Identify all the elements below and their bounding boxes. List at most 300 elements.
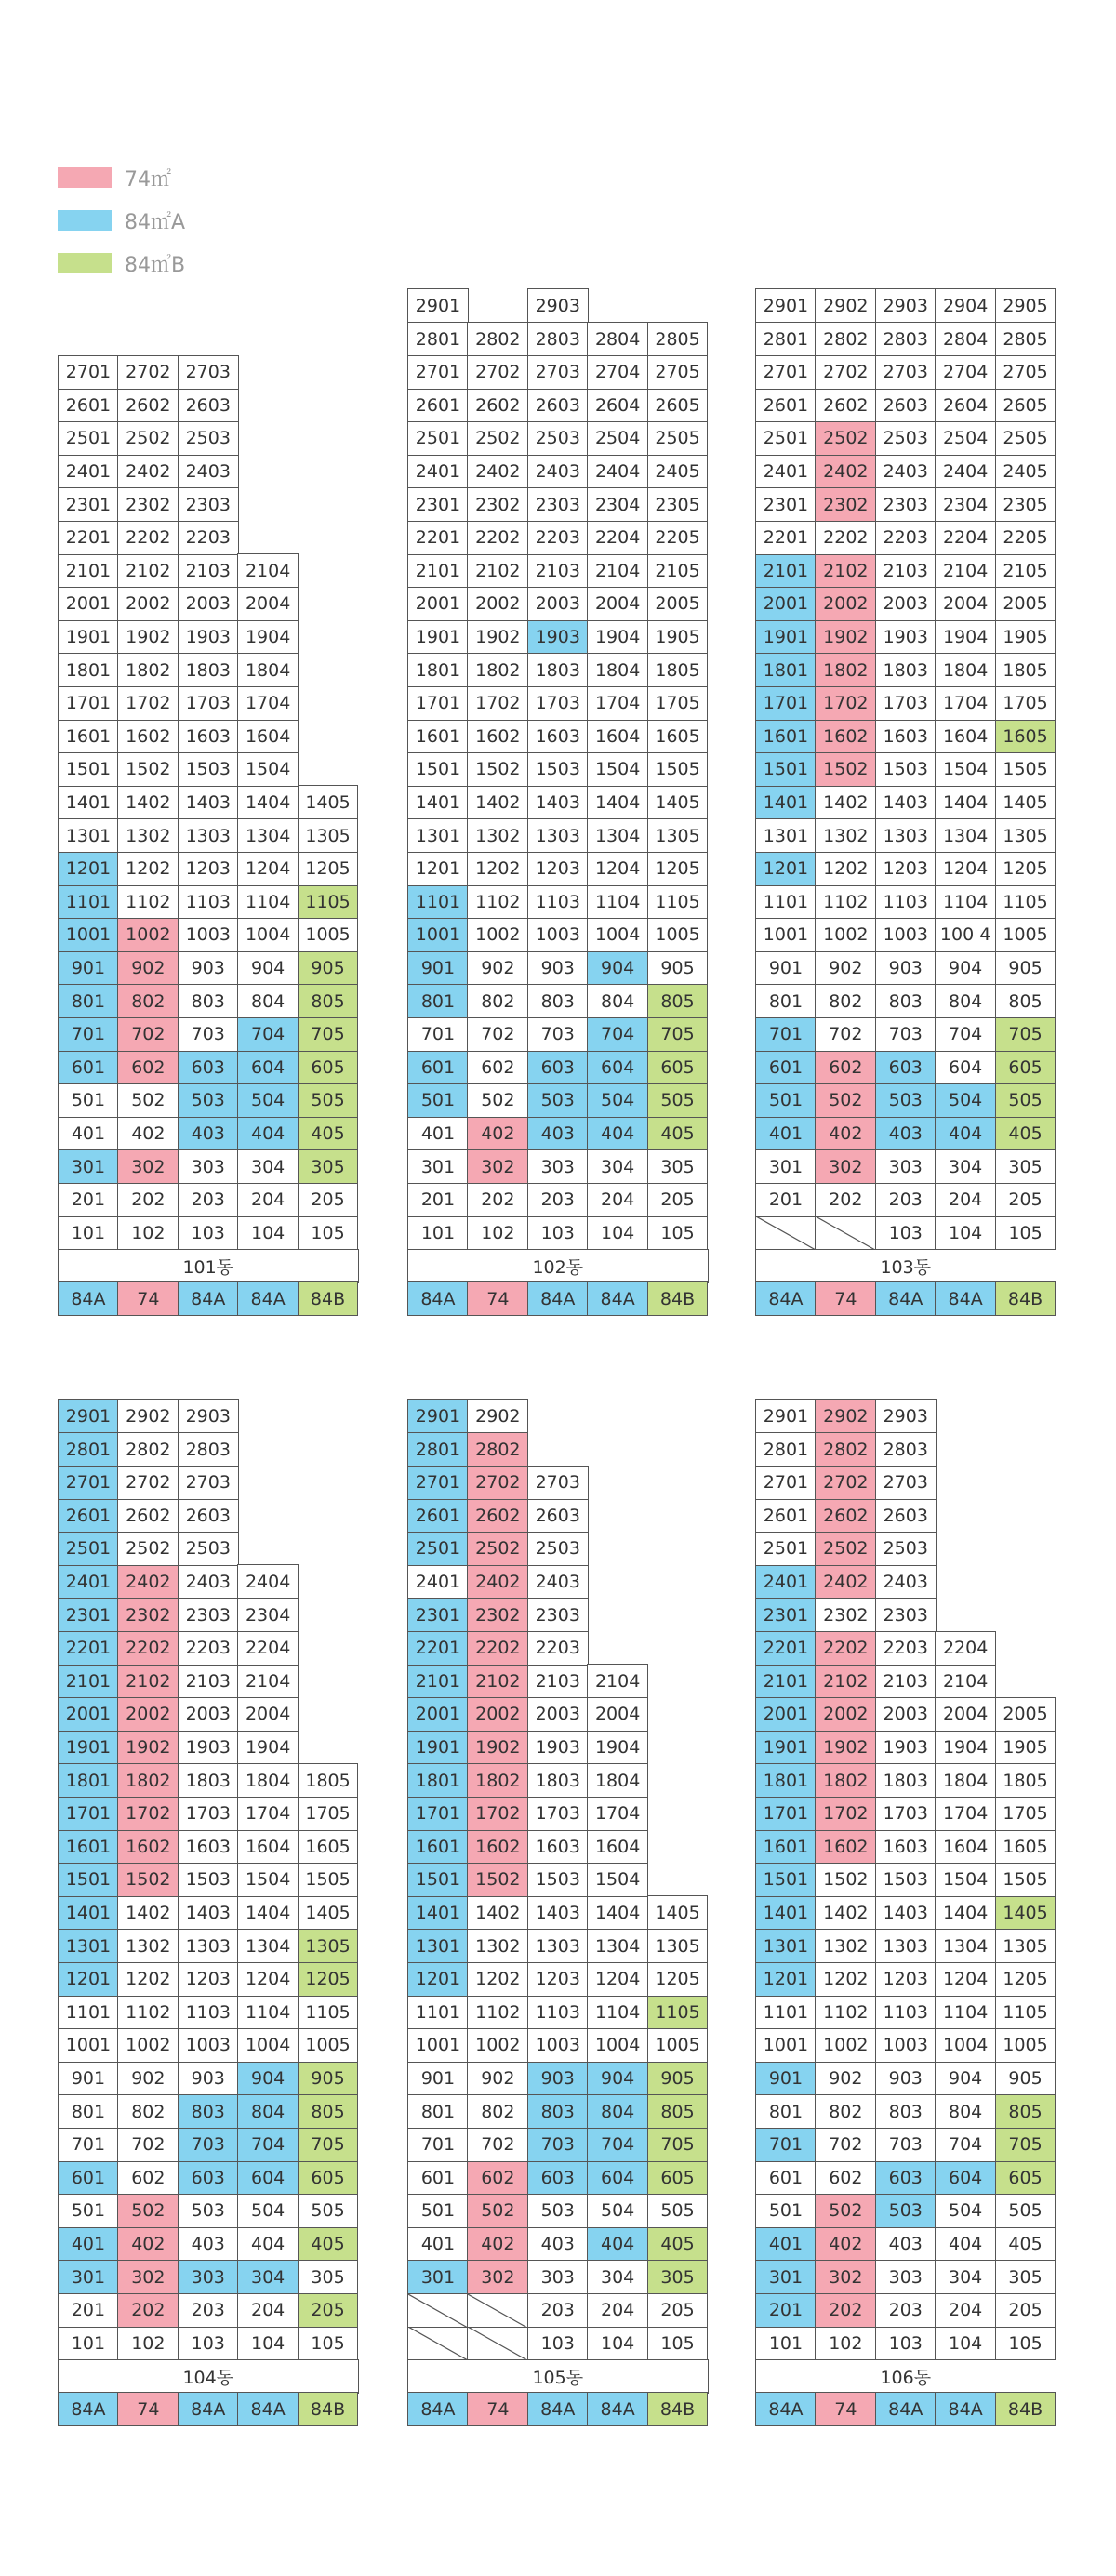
unit-empty <box>815 1215 876 1250</box>
unit-1605: 1605 <box>995 719 1056 753</box>
unit-2001: 2001 <box>407 1697 469 1732</box>
unit-704: 704 <box>935 1017 996 1052</box>
unit-2602: 2602 <box>815 1498 876 1533</box>
unit-1201: 1201 <box>755 852 817 886</box>
unit-1104: 1104 <box>587 884 648 919</box>
legend-item-84b <box>58 242 185 285</box>
unit-2003: 2003 <box>527 587 589 621</box>
unit-601: 601 <box>755 1050 817 1084</box>
unit-2201: 2201 <box>755 1631 817 1666</box>
unit-401: 401 <box>755 2226 817 2261</box>
unit-502: 502 <box>467 2194 528 2228</box>
unit-403: 403 <box>875 1116 937 1150</box>
unit-604: 604 <box>237 2160 299 2195</box>
unit-101: 101 <box>755 2326 817 2360</box>
unit-2805: 2805 <box>647 322 709 356</box>
unit-205: 205 <box>995 1183 1056 1217</box>
unit-603: 603 <box>178 2160 239 2195</box>
legend-swatch-74 <box>58 167 112 188</box>
unit-802: 802 <box>117 2094 179 2129</box>
unit-801: 801 <box>407 984 469 1018</box>
unit-704: 704 <box>237 2128 299 2162</box>
unit-804: 804 <box>237 984 299 1018</box>
type-cell: 84A <box>407 2392 469 2426</box>
unit-1805: 1805 <box>298 1763 359 1798</box>
type-cell: 84A <box>237 1281 299 1316</box>
unit-1303: 1303 <box>527 1929 589 1963</box>
unit-303: 303 <box>178 2260 239 2294</box>
unit-2605: 2605 <box>647 388 709 422</box>
unit-2305: 2305 <box>647 487 709 522</box>
unit-1005: 1005 <box>995 918 1056 952</box>
unit-1603: 1603 <box>527 1829 589 1864</box>
unit-2501: 2501 <box>755 421 817 456</box>
type-cell: 84A <box>178 2392 239 2426</box>
unit-1901: 1901 <box>407 1730 469 1764</box>
unit-1205: 1205 <box>647 852 709 886</box>
unit-2402: 2402 <box>815 454 876 488</box>
unit-804: 804 <box>237 2094 299 2129</box>
unit-1405: 1405 <box>995 785 1056 819</box>
unit-602: 602 <box>467 1050 528 1084</box>
unit-2502: 2502 <box>117 421 179 456</box>
unit-505: 505 <box>647 1083 709 1118</box>
unit-905: 905 <box>647 2061 709 2095</box>
unit-301: 301 <box>755 1149 817 1184</box>
unit-1001: 1001 <box>58 918 119 952</box>
unit-1401: 1401 <box>407 785 469 819</box>
slash-icon <box>468 2327 528 2360</box>
unit-2505: 2505 <box>995 421 1056 456</box>
unit-901: 901 <box>58 950 119 985</box>
unit-204: 204 <box>587 1183 648 1217</box>
unit-1302: 1302 <box>815 818 876 853</box>
unit-905: 905 <box>647 950 709 985</box>
unit-2803: 2803 <box>875 1432 937 1467</box>
unit-1503: 1503 <box>527 1863 589 1897</box>
unit-2703: 2703 <box>178 1466 239 1500</box>
unit-1305: 1305 <box>995 818 1056 853</box>
unit-1705: 1705 <box>298 1797 359 1831</box>
unit-2103: 2103 <box>875 1664 937 1698</box>
unit-1701: 1701 <box>407 686 469 721</box>
unit-1601: 1601 <box>58 719 119 753</box>
unit-504: 504 <box>935 1083 996 1118</box>
unit-1003: 1003 <box>527 2028 589 2063</box>
unit-2802: 2802 <box>467 1432 528 1467</box>
type-cell: 84A <box>178 1281 239 1316</box>
unit-2301: 2301 <box>407 1598 469 1632</box>
unit-2703: 2703 <box>875 355 937 390</box>
unit-204: 204 <box>587 2293 648 2328</box>
unit-1302: 1302 <box>117 818 179 853</box>
unit-2102: 2102 <box>117 553 179 588</box>
unit-801: 801 <box>58 2094 119 2129</box>
unit-2801: 2801 <box>407 322 469 356</box>
unit-1605: 1605 <box>995 1829 1056 1864</box>
unit-203: 203 <box>178 2293 239 2328</box>
unit-403: 403 <box>178 1116 239 1150</box>
unit-804: 804 <box>935 984 996 1018</box>
unit-904: 904 <box>587 2061 648 2095</box>
unit-1603: 1603 <box>875 1829 937 1864</box>
unit-2204: 2204 <box>935 1631 996 1666</box>
unit-1903: 1903 <box>178 619 239 654</box>
unit-2402: 2402 <box>467 1564 528 1599</box>
unit-2105: 2105 <box>995 553 1056 588</box>
unit-1005: 1005 <box>995 2028 1056 2063</box>
unit-2401: 2401 <box>755 454 817 488</box>
type-cell: 84B <box>995 1281 1056 1316</box>
unit-903: 903 <box>875 2061 937 2095</box>
unit-405: 405 <box>647 1116 709 1150</box>
unit-2204: 2204 <box>587 521 648 555</box>
unit-2302: 2302 <box>117 1598 179 1632</box>
building-name: 104동 <box>58 2359 359 2394</box>
unit-904: 904 <box>935 950 996 985</box>
unit-1005: 1005 <box>647 2028 709 2063</box>
unit-1003: 1003 <box>875 918 937 952</box>
unit-2303: 2303 <box>527 1598 589 1632</box>
unit-401: 401 <box>58 1116 119 1150</box>
unit-405: 405 <box>995 1116 1056 1150</box>
unit-2604: 2604 <box>935 388 996 422</box>
unit-904: 904 <box>237 2061 299 2095</box>
unit-1501: 1501 <box>58 1863 119 1897</box>
unit-empty <box>467 2326 528 2360</box>
unit-2502: 2502 <box>467 1532 528 1566</box>
legend-label-84a: 84㎡A <box>125 210 186 234</box>
unit-402: 402 <box>467 2226 528 2261</box>
unit-1504: 1504 <box>237 752 299 787</box>
unit-104: 104 <box>237 1215 299 1250</box>
unit-805: 805 <box>995 2094 1056 2129</box>
unit-1902: 1902 <box>815 619 876 654</box>
unit-905: 905 <box>995 2061 1056 2095</box>
building-name: 105동 <box>407 2359 709 2394</box>
unit-102: 102 <box>117 2326 179 2360</box>
unit-603: 603 <box>527 1050 589 1084</box>
type-cell: 84A <box>755 1281 817 1316</box>
unit-1001: 1001 <box>755 2028 817 2063</box>
unit-2403: 2403 <box>178 454 239 488</box>
unit-2403: 2403 <box>875 454 937 488</box>
type-cell: 84A <box>407 1281 469 1316</box>
unit-802: 802 <box>815 984 876 1018</box>
unit-2303: 2303 <box>875 1598 937 1632</box>
legend-label-74: 74㎡ <box>125 167 171 192</box>
unit-705: 705 <box>298 1017 359 1052</box>
unit-2601: 2601 <box>755 388 817 422</box>
unit-1105: 1105 <box>995 1995 1056 2029</box>
unit-103: 103 <box>178 2326 239 2360</box>
unit-2701: 2701 <box>755 355 817 390</box>
unit-2602: 2602 <box>815 388 876 422</box>
unit-501: 501 <box>755 2194 817 2228</box>
unit-1402: 1402 <box>467 1895 528 1930</box>
legend-item-84a <box>58 199 185 242</box>
unit-303: 303 <box>875 1149 937 1184</box>
unit-703: 703 <box>527 2128 589 2162</box>
type-cell: 84A <box>527 2392 589 2426</box>
unit-1601: 1601 <box>58 1829 119 1864</box>
unit-1301: 1301 <box>407 1929 469 1963</box>
unit-1001: 1001 <box>407 2028 469 2063</box>
unit-1704: 1704 <box>935 686 996 721</box>
unit-902: 902 <box>117 2061 179 2095</box>
unit-1903: 1903 <box>178 1730 239 1764</box>
unit-1903: 1903 <box>527 619 589 654</box>
unit-1804: 1804 <box>935 1763 996 1798</box>
unit-601: 601 <box>407 2160 469 2195</box>
unit-203: 203 <box>178 1183 239 1217</box>
unit-902: 902 <box>815 2061 876 2095</box>
unit-1402: 1402 <box>117 785 179 819</box>
unit-302: 302 <box>467 1149 528 1184</box>
unit-404: 404 <box>587 2226 648 2261</box>
unit-405: 405 <box>298 2226 359 2261</box>
unit-2603: 2603 <box>178 388 239 422</box>
unit-1505: 1505 <box>995 1863 1056 1897</box>
unit-2405: 2405 <box>995 454 1056 488</box>
unit-604: 604 <box>587 2160 648 2195</box>
unit-1101: 1101 <box>755 884 817 919</box>
unit-1803: 1803 <box>875 1763 937 1798</box>
unit-1602: 1602 <box>117 1829 179 1864</box>
unit-2803: 2803 <box>178 1432 239 1467</box>
unit-805: 805 <box>298 2094 359 2129</box>
unit-2102: 2102 <box>815 1664 876 1698</box>
unit-1201: 1201 <box>58 852 119 886</box>
unit-2602: 2602 <box>467 1498 528 1533</box>
unit-1402: 1402 <box>467 785 528 819</box>
unit-1601: 1601 <box>755 1829 817 1864</box>
unit-104: 104 <box>587 2326 648 2360</box>
unit-1104: 1104 <box>237 884 299 919</box>
unit-1504: 1504 <box>935 752 996 787</box>
unit-1503: 1503 <box>178 752 239 787</box>
unit-605: 605 <box>647 2160 709 2195</box>
type-cell: 84B <box>298 2392 359 2426</box>
legend-swatch-84a <box>58 210 112 231</box>
unit-1105: 1105 <box>647 884 709 919</box>
unit-2601: 2601 <box>407 388 469 422</box>
unit-1604: 1604 <box>237 1829 299 1864</box>
unit-1602: 1602 <box>815 1829 876 1864</box>
unit-2004: 2004 <box>935 1697 996 1732</box>
unit-2202: 2202 <box>117 1631 179 1666</box>
unit-1102: 1102 <box>467 884 528 919</box>
unit-1101: 1101 <box>407 884 469 919</box>
unit-2203: 2203 <box>875 1631 937 1666</box>
unit-2403: 2403 <box>527 1564 589 1599</box>
unit-1003: 1003 <box>178 2028 239 2063</box>
unit-1203: 1203 <box>527 1962 589 1997</box>
unit-2601: 2601 <box>755 1498 817 1533</box>
unit-1505: 1505 <box>647 752 709 787</box>
unit-2203: 2203 <box>527 1631 589 1666</box>
unit-1702: 1702 <box>815 1797 876 1831</box>
unit-1604: 1604 <box>935 719 996 753</box>
unit-801: 801 <box>407 2094 469 2129</box>
unit-1702: 1702 <box>117 686 179 721</box>
unit-2703: 2703 <box>875 1466 937 1500</box>
unit-1802: 1802 <box>815 653 876 687</box>
unit-1105: 1105 <box>298 884 359 919</box>
unit-1105: 1105 <box>995 884 1056 919</box>
unit-1301: 1301 <box>755 1929 817 1963</box>
unit-301: 301 <box>407 2260 469 2294</box>
unit-1803: 1803 <box>178 1763 239 1798</box>
unit-1703: 1703 <box>875 1797 937 1831</box>
unit-2705: 2705 <box>647 355 709 390</box>
unit-302: 302 <box>467 2260 528 2294</box>
unit-2401: 2401 <box>58 1564 119 1599</box>
unit-2203: 2203 <box>178 1631 239 1666</box>
unit-103: 103 <box>875 1215 937 1250</box>
unit-1203: 1203 <box>178 1962 239 1997</box>
unit-405: 405 <box>995 2226 1056 2261</box>
unit-1502: 1502 <box>815 752 876 787</box>
unit-304: 304 <box>935 1149 996 1184</box>
unit-505: 505 <box>298 1083 359 1118</box>
unit-304: 304 <box>237 1149 299 1184</box>
unit-1103: 1103 <box>875 884 937 919</box>
unit-1004: 1004 <box>587 918 648 952</box>
unit-1604: 1604 <box>587 719 648 753</box>
unit-2703: 2703 <box>527 355 589 390</box>
type-cell: 84A <box>755 2392 817 2426</box>
unit-2701: 2701 <box>58 355 119 390</box>
unit-1304: 1304 <box>237 818 299 853</box>
unit-1901: 1901 <box>755 1730 817 1764</box>
unit-2102: 2102 <box>467 1664 528 1698</box>
unit-105: 105 <box>647 1215 709 1250</box>
unit-203: 203 <box>527 2293 589 2328</box>
unit-1203: 1203 <box>178 852 239 886</box>
unit-1501: 1501 <box>58 752 119 787</box>
unit-1303: 1303 <box>875 1929 937 1963</box>
unit-1202: 1202 <box>467 1962 528 1997</box>
unit-2301: 2301 <box>755 487 817 522</box>
unit-2602: 2602 <box>117 1498 179 1533</box>
unit-1204: 1204 <box>935 1962 996 1997</box>
unit-605: 605 <box>298 2160 359 2195</box>
unit-2801: 2801 <box>58 1432 119 1467</box>
unit-503: 503 <box>178 1083 239 1118</box>
unit-901: 901 <box>58 2061 119 2095</box>
unit-301: 301 <box>407 1149 469 1184</box>
unit-1202: 1202 <box>117 1962 179 1997</box>
unit-502: 502 <box>117 1083 179 1118</box>
unit-502: 502 <box>467 1083 528 1118</box>
unit-2901: 2901 <box>755 288 817 323</box>
unit-901: 901 <box>755 950 817 985</box>
unit-403: 403 <box>178 2226 239 2261</box>
unit-1702: 1702 <box>117 1797 179 1831</box>
unit-305: 305 <box>647 2260 709 2294</box>
unit-1405: 1405 <box>647 785 709 819</box>
unit-2503: 2503 <box>527 1532 589 1566</box>
unit-403: 403 <box>875 2226 937 2261</box>
unit-702: 702 <box>117 2128 179 2162</box>
unit-1201: 1201 <box>58 1962 119 1997</box>
unit-1004: 1004 <box>587 2028 648 2063</box>
unit-202: 202 <box>117 1183 179 1217</box>
unit-2503: 2503 <box>527 421 589 456</box>
unit-2101: 2101 <box>755 1664 817 1698</box>
unit-2605: 2605 <box>995 388 1056 422</box>
unit-1303: 1303 <box>178 1929 239 1963</box>
unit-1701: 1701 <box>58 686 119 721</box>
unit-1002: 1002 <box>467 2028 528 2063</box>
unit-2004: 2004 <box>935 587 996 621</box>
unit-1501: 1501 <box>755 1863 817 1897</box>
unit-1901: 1901 <box>407 619 469 654</box>
unit-101: 101 <box>58 2326 119 2360</box>
unit-1203: 1203 <box>875 852 937 886</box>
unit-2202: 2202 <box>117 521 179 555</box>
unit-2001: 2001 <box>755 1697 817 1732</box>
unit-2201: 2201 <box>755 521 817 555</box>
unit-602: 602 <box>815 2160 876 2195</box>
unit-1902: 1902 <box>467 1730 528 1764</box>
unit-1603: 1603 <box>875 719 937 753</box>
type-cell: 84B <box>647 1281 709 1316</box>
unit-1805: 1805 <box>647 653 709 687</box>
unit-1201: 1201 <box>755 1962 817 1997</box>
legend-swatch-84b <box>58 253 112 273</box>
unit-1905: 1905 <box>647 619 709 654</box>
unit-2202: 2202 <box>467 521 528 555</box>
slash-icon <box>468 2294 528 2328</box>
unit-1704: 1704 <box>587 686 648 721</box>
unit-2203: 2203 <box>875 521 937 555</box>
unit-1403: 1403 <box>875 1895 937 1930</box>
unit-2002: 2002 <box>467 1697 528 1732</box>
unit-205: 205 <box>647 2293 709 2328</box>
unit-1805: 1805 <box>995 1763 1056 1798</box>
unit-2905: 2905 <box>995 288 1056 323</box>
unit-2901: 2901 <box>407 288 469 323</box>
unit-2101: 2101 <box>58 1664 119 1698</box>
unit-203: 203 <box>875 2293 937 2328</box>
unit-1902: 1902 <box>815 1730 876 1764</box>
unit-2303: 2303 <box>875 487 937 522</box>
unit-1304: 1304 <box>237 1929 299 1963</box>
unit-1601: 1601 <box>407 1829 469 1864</box>
unit-404: 404 <box>237 1116 299 1150</box>
unit-903: 903 <box>875 950 937 985</box>
unit-1905: 1905 <box>995 619 1056 654</box>
unit-2002: 2002 <box>117 1697 179 1732</box>
unit-1304: 1304 <box>935 818 996 853</box>
unit-301: 301 <box>58 2260 119 2294</box>
unit-102: 102 <box>117 1215 179 1250</box>
unit-1802: 1802 <box>467 653 528 687</box>
unit-2902: 2902 <box>815 1399 876 1433</box>
unit-1401: 1401 <box>58 1895 119 1930</box>
unit-1704: 1704 <box>237 1797 299 1831</box>
unit-2404: 2404 <box>935 454 996 488</box>
type-cell: 74 <box>467 2392 528 2426</box>
unit-2402: 2402 <box>117 1564 179 1599</box>
unit-503: 503 <box>527 2194 589 2228</box>
unit-704: 704 <box>587 2128 648 2162</box>
unit-2104: 2104 <box>237 553 299 588</box>
unit-2501: 2501 <box>407 1532 469 1566</box>
unit-1204: 1204 <box>587 852 648 886</box>
